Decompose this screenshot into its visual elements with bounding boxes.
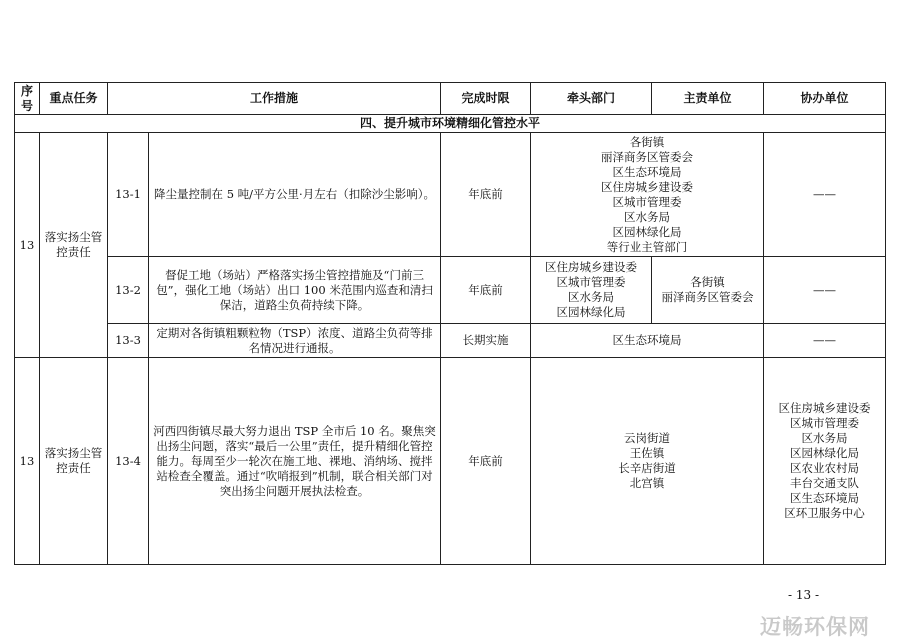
seq-cell: 13 — [15, 133, 40, 358]
header-responsible: 主责单位 — [652, 83, 764, 115]
lead-line: 区园林绿化局 — [612, 224, 682, 239]
lead-line: 区水务局 — [568, 290, 615, 304]
lead-line: 区城市管理委 — [612, 194, 682, 209]
seq-cell: 13 — [15, 358, 40, 565]
section-title: 四、提升城市环境精细化管控水平 — [15, 115, 886, 133]
deadline-cell: 年底前 — [441, 358, 531, 565]
measure-cell: 河西四街镇尽最大努力退出 TSP 全市后 10 名。聚焦突出扬尘问题，落实“最后一公里”责任，提升精细化管控能力。每周至少一轮次在施工地、裸地、消纳场、搅拌站检查全覆盖。通过“吹哨报到”机制，联合相关部门对突出扬尘问题开展执法检查。 — [149, 358, 441, 565]
lead-line: 区住房城乡建设委 — [545, 260, 638, 274]
assist-line: 区环卫服务中心 — [784, 506, 865, 520]
assist-line: 区园林绿化局 — [790, 446, 860, 460]
lead-line: 区住房城乡建设委 — [601, 179, 694, 194]
responsible-cell — [652, 257, 764, 324]
responsible-line: 各街镇 — [690, 275, 725, 289]
deadline-cell: 年底前 — [441, 257, 531, 324]
task-cell: 落实扬尘管控责任 — [40, 133, 108, 358]
assist-line: 区住房城乡建设委 — [778, 401, 871, 415]
responsible-line: 丽泽商务区管委会 — [661, 290, 754, 304]
task-table — [14, 82, 886, 565]
header-assist: 协办单位 — [764, 83, 886, 115]
watermark-logo: 迈畅环保网 — [760, 615, 870, 639]
deadline-cell: 年底前 — [441, 133, 531, 257]
assist-line: 区水务局 — [801, 431, 848, 445]
page-number: - 13 - — [788, 588, 820, 602]
header-measure: 工作措施 — [108, 83, 441, 115]
lead-line: 区园林绿化局 — [556, 305, 626, 319]
measure-cell: 定期对各街镇粗颗粒物（TSP）浓度、道路尘负荷等排名情况进行通报。 — [149, 324, 441, 358]
lead-responsible-cell — [531, 358, 764, 565]
assist-cell: —— — [764, 257, 886, 324]
lead-line: 区生态环境局 — [612, 164, 682, 179]
section-row — [15, 115, 886, 133]
lead-line: 等行业主管部门 — [606, 239, 688, 254]
table-row — [15, 133, 886, 257]
lead-responsible-cell — [531, 133, 764, 257]
lead-line: 区水务局 — [624, 209, 671, 224]
lead-line: 区城市管理委 — [556, 275, 626, 289]
lead-line: 云岗街道 — [624, 431, 671, 445]
header-deadline: 完成时限 — [441, 83, 531, 115]
assist-line: 区城市管理委 — [790, 416, 860, 430]
assist-line: 区生态环境局 — [790, 491, 860, 505]
assist-cell — [764, 358, 886, 565]
header-seq-text: 序号 — [20, 83, 33, 113]
code-cell: 13-3 — [108, 324, 149, 358]
assist-line: 区农业农村局 — [790, 461, 860, 475]
lead-line: 长辛店街道 — [618, 461, 676, 475]
lead-line: 王佐镇 — [629, 446, 665, 460]
table-row — [15, 358, 886, 565]
lead-line: 各街镇 — [629, 134, 665, 149]
lead-cell — [531, 257, 652, 324]
header-row — [15, 83, 886, 115]
code-cell: 13-2 — [108, 257, 149, 324]
header-seq — [15, 83, 40, 115]
assist-cell: —— — [764, 133, 886, 257]
assist-cell: —— — [764, 324, 886, 358]
measure-cell: 督促工地（场站）严格落实扬尘管控措施及“门前三包”，强化工地（场站）出口 100 米范围内巡查和清扫保洁，道路尘负荷持续下降。 — [149, 257, 441, 324]
header-lead: 牵头部门 — [531, 83, 652, 115]
lead-line: 北宫镇 — [629, 476, 665, 490]
table-row — [15, 257, 886, 324]
lead-responsible-cell: 区生态环境局 — [531, 324, 764, 358]
task-cell: 落实扬尘管控责任 — [40, 358, 108, 565]
assist-line: 丰台交通支队 — [790, 476, 860, 490]
header-task: 重点任务 — [40, 83, 108, 115]
lead-line: 丽泽商务区管委会 — [601, 149, 694, 164]
code-cell: 13-4 — [108, 358, 149, 565]
measure-cell: 降尘量控制在 5 吨/平方公里·月左右（扣除沙尘影响）。 — [149, 133, 441, 257]
deadline-cell: 长期实施 — [441, 324, 531, 358]
table-row — [15, 324, 886, 358]
code-cell: 13-1 — [108, 133, 149, 257]
